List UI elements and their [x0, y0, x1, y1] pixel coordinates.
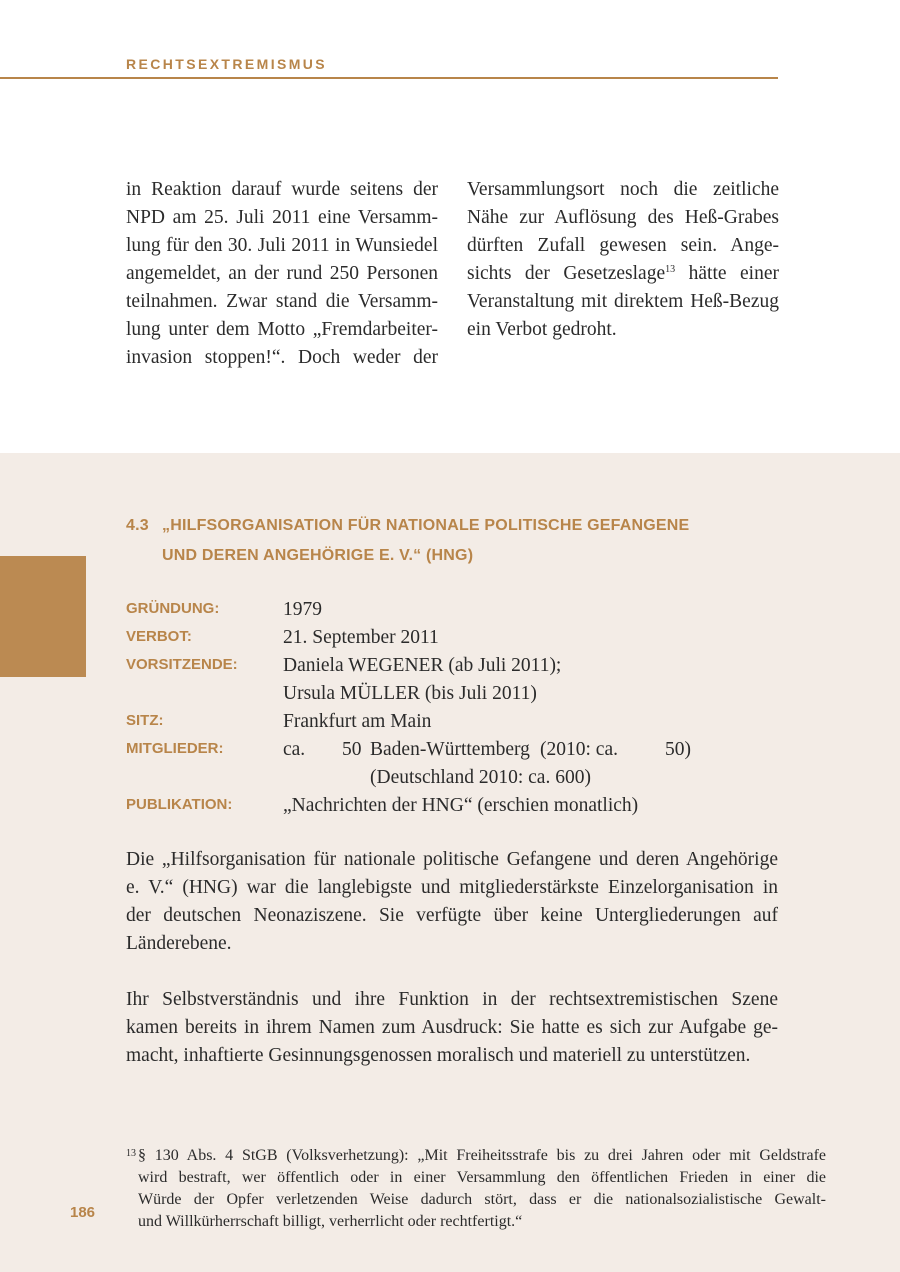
fact-value: 1979	[283, 599, 322, 620]
right-column	[467, 176, 779, 344]
text-line: lung unter dem Motto „Fremdarbeiter-	[126, 319, 438, 340]
text-segment: sichts der Gesetzeslage	[467, 263, 666, 284]
text-line: e. V.“ (HNG) war die langlebigste und mitgliederstärkste Einzelorganisation in	[126, 877, 778, 898]
text-line: Veranstaltung mit direktem Heß-Bezug	[467, 291, 779, 312]
fact-mitglieder	[126, 736, 786, 764]
fact-value: Frankfurt am Main	[283, 711, 432, 732]
fact-value: Daniela WEGENER (ab Juli 2011);	[283, 655, 562, 676]
body-paragraph	[126, 846, 778, 958]
text-line: lung für den 30. Juli 2011 in Wunsiedel	[126, 235, 438, 256]
fact-mitglieder-cont	[126, 764, 786, 792]
fact-label: SITZ:	[126, 712, 164, 729]
fact-vorsitzende	[126, 652, 786, 680]
text-line-with-footnote-ref	[467, 260, 779, 288]
fact-value: Baden-Württemberg	[370, 739, 530, 760]
text-line: angemeldet, an der rund 250 Personen	[126, 263, 438, 284]
footnote-mark: 13	[126, 1148, 136, 1159]
fact-value: „Nachrichten der HNG“ (erschien monatlich)	[283, 795, 639, 816]
text-line: dürften Zufall gewesen sein. Ange-	[467, 235, 779, 256]
text-line: in Reaktion darauf wurde seitens der	[126, 179, 438, 200]
fact-value: (Deutschland 2010: ca. 600)	[370, 767, 591, 788]
text-segment: hätte einer	[675, 263, 779, 284]
footnote-reference[interactable]: 13	[665, 264, 676, 275]
section-title-line: UND DEREN ANGEHÖRIGE E. V.“ (HNG)	[162, 547, 474, 564]
fact-label: VORSITZENDE:	[126, 656, 238, 673]
body-paragraph	[126, 986, 778, 1070]
section-title-line: „HILFSORGANISATION FÜR NATIONALE POLITISCHE GEFANGENE	[162, 517, 690, 534]
fact-label: GRÜNDUNG:	[126, 600, 220, 617]
text-line: der deutschen Neonaziszene. Sie verfügte über keine Untergliederungen auf	[126, 905, 778, 926]
text-line: Länderebene.	[126, 933, 232, 954]
footnote-line: und Willkürherrschaft billigt, verherrlicht oder rechtfertigt.“	[138, 1213, 523, 1230]
fact-value: Ursula MÜLLER (bis Juli 2011)	[283, 683, 537, 704]
footnote-line: § 130 Abs. 4 StGB (Volksverhetzung): „Mit Freiheitsstrafe bis zu drei Jahren oder mit Geldstrafe	[138, 1147, 826, 1164]
text-line: kamen bereits in ihrem Namen zum Ausdruck: Sie hatte es sich zur Aufgabe ge-	[126, 1017, 778, 1038]
text-line: NPD am 25. Juli 2011 eine Versamm-	[126, 207, 438, 228]
text-line: Ihr Selbstverständnis und ihre Funktion in der rechtsextremistischen Szene	[126, 989, 778, 1010]
page-number: 186	[70, 1204, 96, 1221]
footnote-line: Würde der Opfer verletzenden Weise dadurch stört, dass er die nationalsozialistische Gewalt-	[138, 1191, 826, 1208]
chapter-side-tab	[0, 556, 86, 677]
fact-value: 50)	[665, 739, 691, 760]
running-head: RECHTSEXTREMISMUS	[126, 56, 328, 72]
fact-sitz	[126, 708, 786, 736]
text-line: Versammlungsort noch die zeitliche	[467, 179, 779, 200]
text-line: invasion stoppen!“. Doch weder der	[126, 347, 438, 368]
text-line: Die „Hilfsorganisation für nationale politische Gefangene und deren Angehörige	[126, 849, 778, 870]
fact-label: PUBLIKATION:	[126, 796, 233, 813]
fact-value: ca.	[283, 739, 306, 760]
section-number: 4.3	[126, 517, 149, 534]
fact-value: (2010: ca.	[540, 739, 618, 760]
text-line: Nähe zur Auflösung des Heß-Grabes	[467, 207, 779, 228]
fact-value: 50	[342, 739, 362, 760]
fact-label: MITGLIEDER:	[126, 740, 224, 757]
footnote	[126, 1145, 826, 1233]
section-heading	[126, 511, 766, 571]
text-line: ein Verbot gedroht.	[467, 319, 617, 340]
fact-gruendung	[126, 596, 786, 624]
fact-publikation	[126, 792, 786, 820]
header-rule	[0, 77, 778, 79]
left-column	[126, 176, 438, 372]
fact-value: 21. September 2011	[283, 627, 439, 648]
text-line: teilnahmen. Zwar stand die Versamm-	[126, 291, 438, 312]
footnote-line: wird bestraft, wer öffentlich oder in einer Versammlung den öffentlichen Frieden in einer die	[138, 1169, 826, 1186]
fact-sheet	[126, 596, 786, 820]
text-line: macht, inhaftierte Gesinnungsgenossen moralisch und materiell zu unterstützen.	[126, 1045, 751, 1066]
fact-vorsitzende-cont	[126, 680, 786, 708]
fact-verbot	[126, 624, 786, 652]
fact-label: VERBOT:	[126, 628, 192, 645]
